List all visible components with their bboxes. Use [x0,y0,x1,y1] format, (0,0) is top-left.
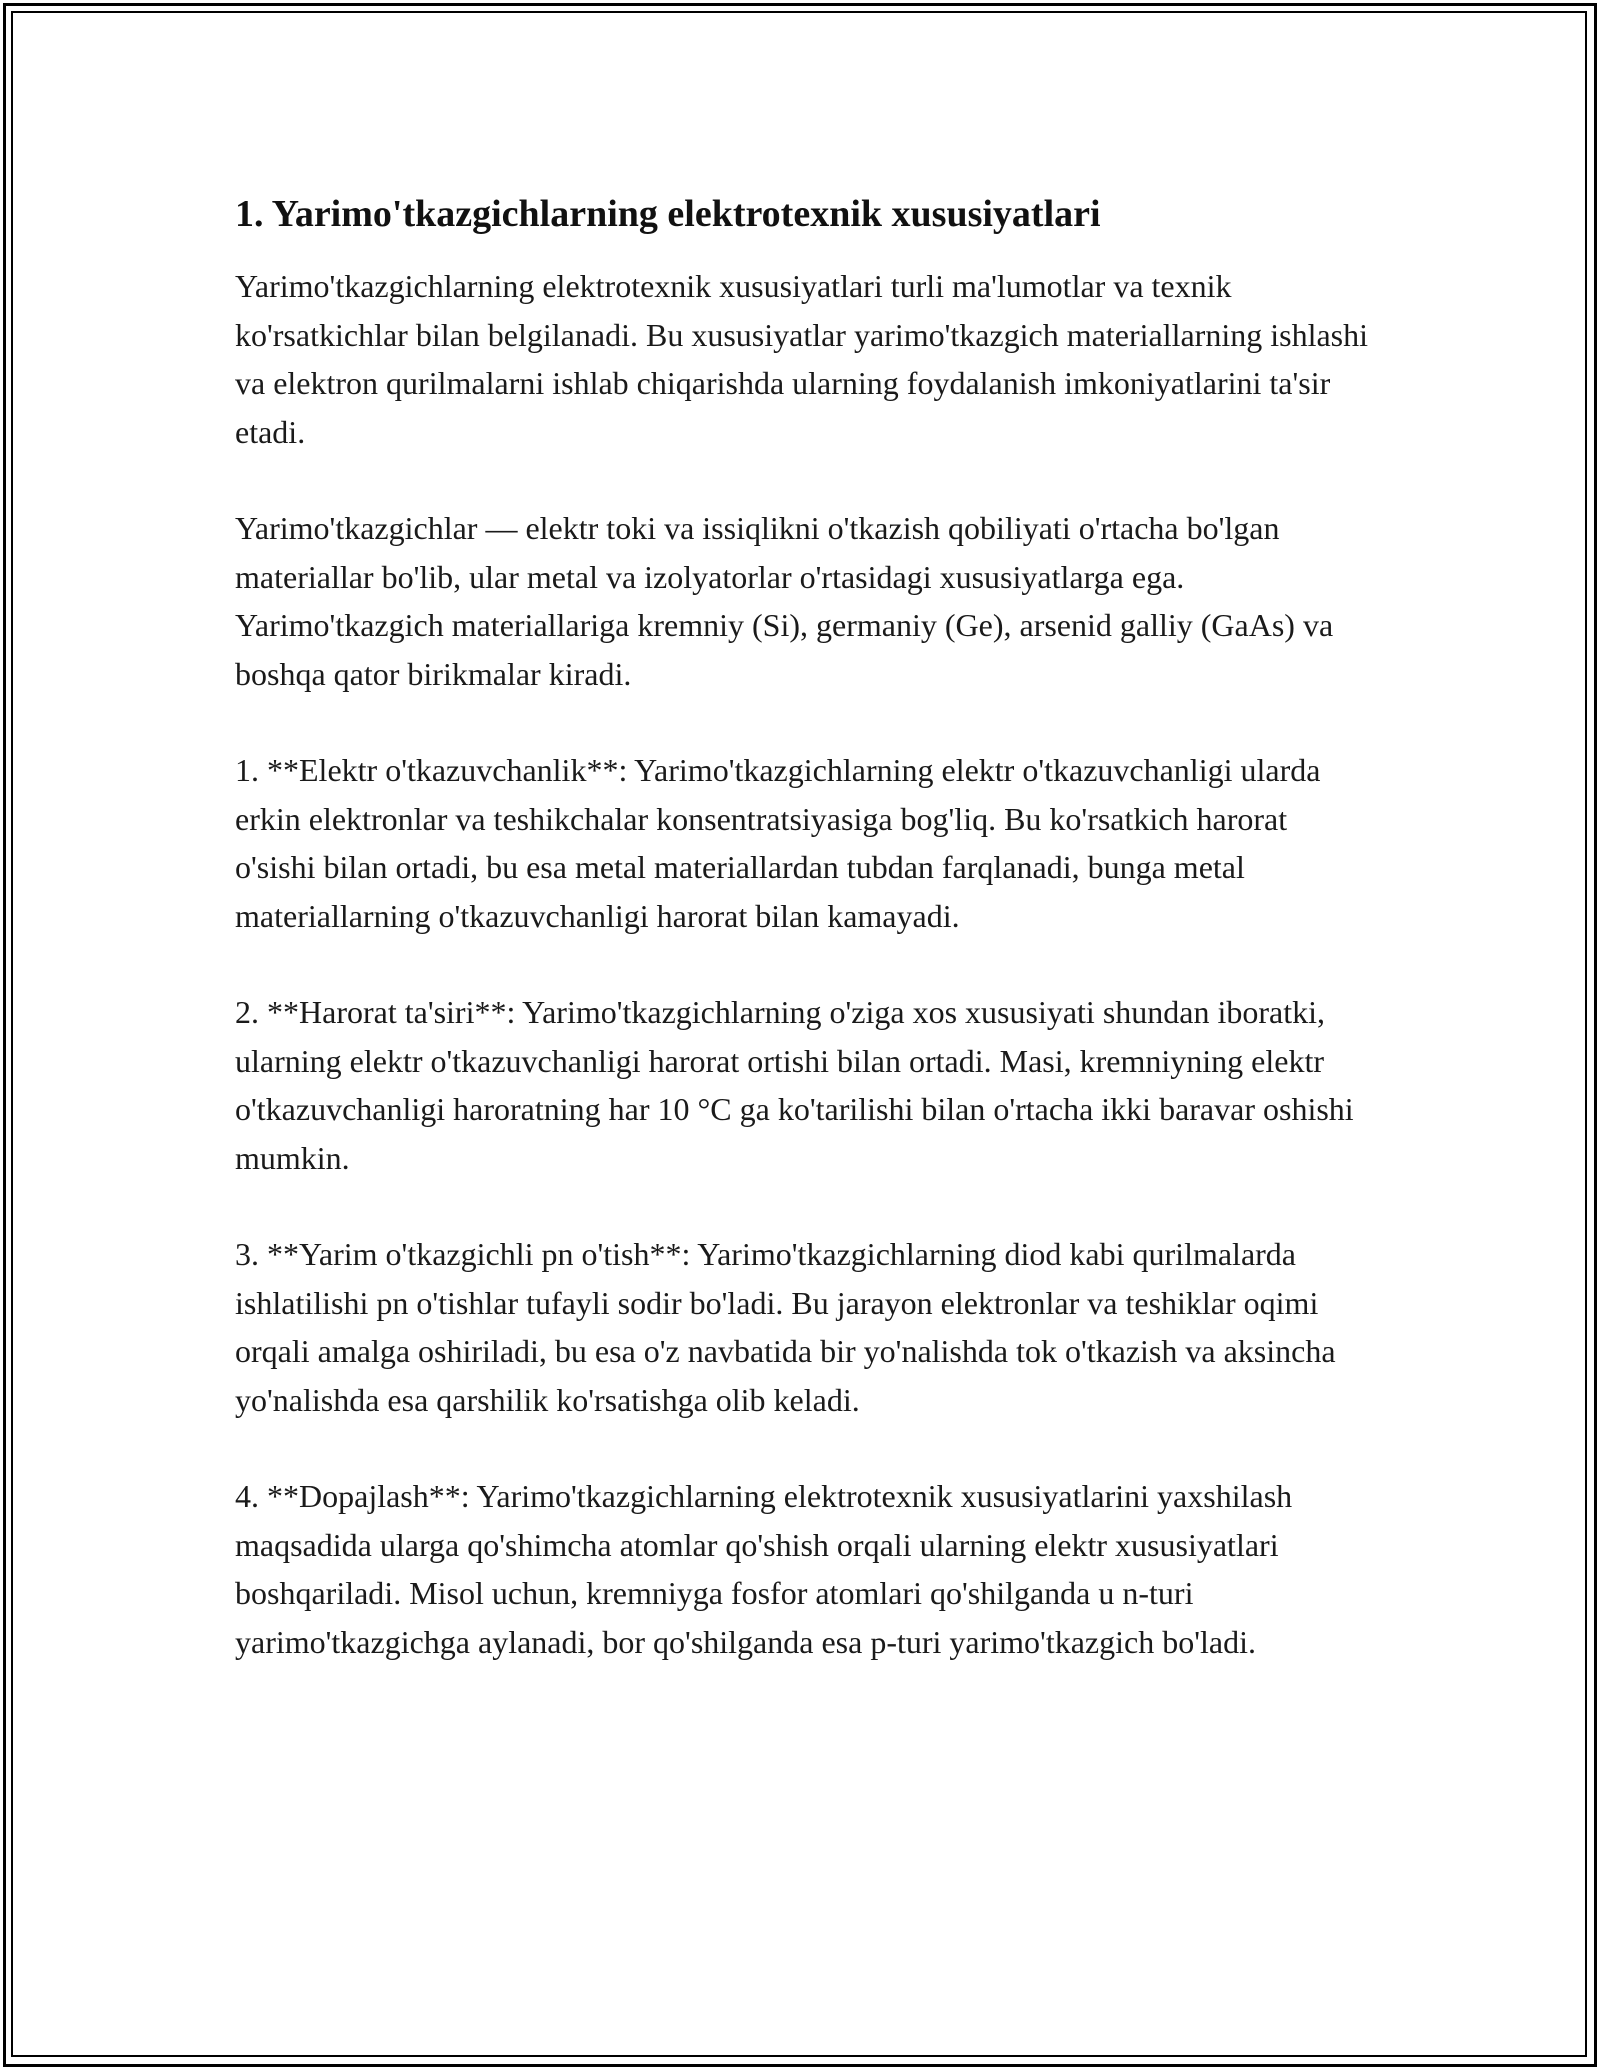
list-item-doping: 4. **Dopajlash**: Yarimo'tkazgichlarning elektrotexnik xususiyatlarini yaxshilash maqsadida ularga qo'shimcha atomlar qo'shish orqali ularning elektr xususiyatlari boshqariladi. Misol uchun, kremniyga fosfor atomlari qo'shilganda u n-turi yarimo'tkazgichga aylanadi, bor qo'shilganda esa p-turi yarimo'tkazgich bo'ladi. [235,1478,1293,1660]
intro-paragraph: Yarimo'tkazgichlarning elektrotexnik xususiyatlari turli ma'lumotlar va texnik ko'rsatkichlar bilan belgilanadi. Bu xususiyatlar yarimo'tkazgich materiallarning ishlashi va elektron qurilmalarni ishlab chiqarishda ularning foydalanish imkoniyatlarini ta'sir etadi. [235,268,1368,450]
document-body [235,186,1375,1714]
document-title: 1. Yarimo'tkazgichlarning elektrotexnik xususiyatlari [235,193,1101,235]
list-item-conductivity: 1. **Elektr o'tkazuvchanlik**: Yarimo'tkazgichlarning elektr o'tkazuvchanligi ularda erkin elektronlar va teshikchalar konsentratsiyasiga bog'liq. Bu ko'rsatkich harorat o'sishi bilan ortadi, bu esa metal materiallardan tubdan farqlanadi, bunga metal materiallarning o'tkazuvchanligi harorat bilan kamayadi. [235,752,1321,934]
list-item-pn-junction: 3. **Yarim o'tkazgichli pn o'tish**: Yarimo'tkazgichlarning diod kabi qurilmalarda ishlatilishi pn o'tishlar tufayli sodir bo'ladi. Bu jarayon elektronlar va teshiklar oqimi orqali amalga oshiriladi, bu esa o'z navbatida bir yo'nalishda tok o'tkazish va aksincha yo'nalishda esa qarshilik ko'rsatishga olib keladi. [235,1236,1336,1418]
list-item-temperature: 2. **Harorat ta'siri**: Yarimo'tkazgichlarning o'ziga xos xususiyati shundan iboratki, ularning elektr o'tkazuvchanligi harorat ortishi bilan ortadi. Masi, kremniyning elektr o'tkazuvchanligi haroratning har 10 °C ga ko'tarilishi bilan o'rtacha ikki baravar oshishi mumkin. [235,994,1354,1176]
definition-paragraph: Yarimo'tkazgichlar — elektr toki va issiqlikni o'tkazish qobiliyati o'rtacha bo'lgan materiallar bo'lib, ular metal va izolyatorlar o'rtasidagi xususiyatlarga ega. Yarimo'tkazgich materiallariga kremniy (Si), germaniy (Ge), arsenid galliy (GaAs) va boshqa qator birikmalar kiradi. [235,510,1334,692]
